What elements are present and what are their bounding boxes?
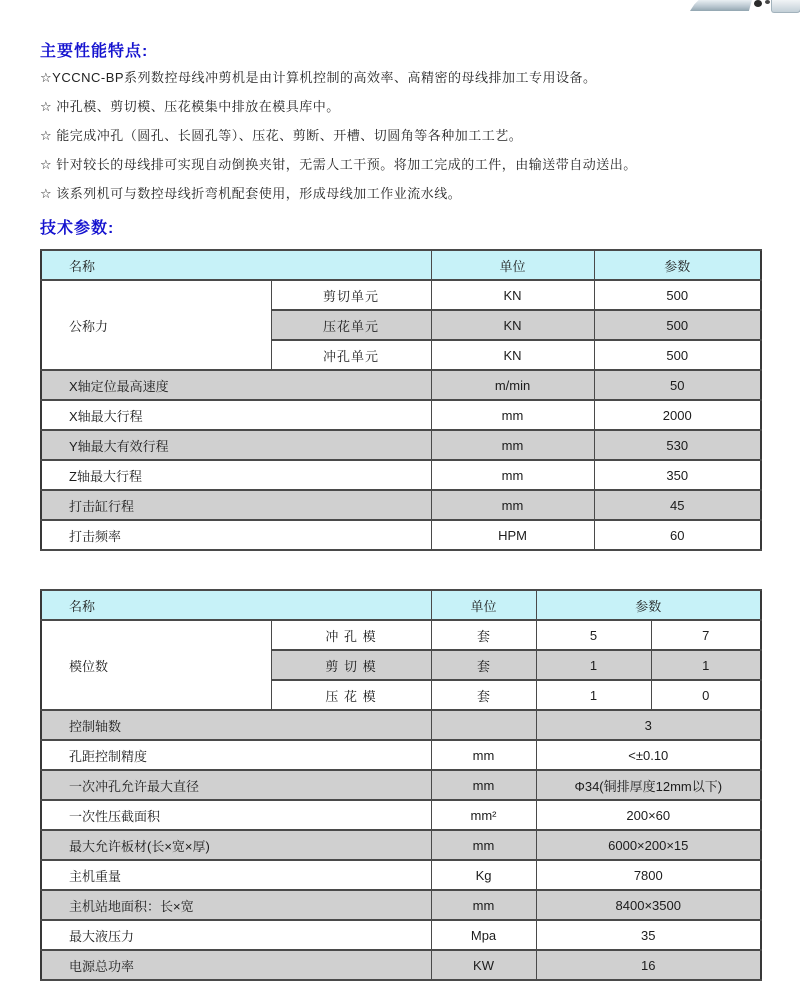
table1-param-cell: 500	[594, 280, 761, 310]
table2-param-cell: 200×60	[536, 800, 761, 830]
table2-param2-cell: 0	[651, 680, 761, 710]
table2-subname-cell: 剪 切 模	[271, 650, 431, 680]
table2-param1-cell: 1	[536, 650, 651, 680]
table1-name-cell: Z轴最大行程	[41, 460, 431, 490]
table2-group-label-cell: 模位数	[41, 620, 271, 710]
table1-name-cell: 打击频率	[41, 520, 431, 550]
table1-unit-cell: mm	[431, 460, 594, 490]
table2-param-cell: 3	[536, 710, 761, 740]
table1-row-y-travel	[41, 430, 761, 460]
table2-unit-cell: KW	[431, 950, 536, 980]
table1-row-strike-frequency	[41, 520, 761, 550]
table1-col-header-unit: 单位	[431, 250, 594, 280]
table2-unit-cell: Kg	[431, 860, 536, 890]
table2-name-cell: 最大液压力	[41, 920, 431, 950]
table1-unit-cell: KN	[431, 310, 594, 340]
table2-param1-cell: 1	[536, 680, 651, 710]
table2-param-cell: 35	[536, 920, 761, 950]
machine-base-shape	[771, 0, 800, 13]
table2-row-max-hydraulic-pressure	[41, 920, 761, 950]
table2-name-cell: 主机站地面积：长×宽	[41, 890, 431, 920]
table1-unit-cell: m/min	[431, 370, 594, 400]
table2-row-floor-area	[41, 890, 761, 920]
tech-params-table-2	[40, 589, 762, 981]
table2-param1-cell: 5	[536, 620, 651, 650]
table1-name-cell: Y轴最大有效行程	[41, 430, 431, 460]
table1-param-cell: 350	[594, 460, 761, 490]
table1-param-cell: 45	[594, 490, 761, 520]
feature-item: ☆YCCNC-BP系列数控母线冲剪机是由计算机控制的高效率、高精密的母线排加工专用设备。	[40, 70, 597, 85]
table2-row-machine-weight	[41, 860, 761, 890]
table2-subname-cell: 压 花 模	[271, 680, 431, 710]
table1-col-header-param: 参数	[594, 250, 761, 280]
table1-subname-cell: 压花单元	[271, 310, 431, 340]
table2-col-header-param: 参数	[536, 590, 761, 620]
table1-param-cell: 500	[594, 310, 761, 340]
table1-header-row	[41, 250, 761, 280]
table2-unit-cell: mm	[431, 890, 536, 920]
table1-name-cell: 打击缸行程	[41, 490, 431, 520]
table1-subname-cell: 剪切单元	[271, 280, 431, 310]
feature-item: ☆ 针对较长的母线排可实现自动倒换夹钳，无需人工干预。将加工完成的工件，由输送带自动送出。	[40, 157, 637, 172]
table2-subname-cell: 冲 孔 模	[271, 620, 431, 650]
table2-param2-cell: 1	[651, 650, 761, 680]
table1-group-label-cell: 公称力	[41, 280, 271, 370]
table2-param2-cell: 7	[651, 620, 761, 650]
table2-unit-cell: 套	[431, 620, 536, 650]
table1-row-z-travel	[41, 460, 761, 490]
table2-row-press-section-area	[41, 800, 761, 830]
table1-unit-cell: mm	[431, 490, 594, 520]
table2-unit-cell: mm²	[431, 800, 536, 830]
table1-param-cell: 2000	[594, 400, 761, 430]
tech-params-table-1	[40, 249, 762, 551]
table2-row-total-power	[41, 950, 761, 980]
table1-param-cell: 500	[594, 340, 761, 370]
table2-unit-cell: 套	[431, 680, 536, 710]
table2-row-control-axes	[41, 710, 761, 740]
table2-unit-cell: mm	[431, 770, 536, 800]
feature-list	[40, 70, 760, 201]
features-heading: 主要性能特点:	[40, 43, 149, 60]
table2-param-cell: <±0.10	[536, 740, 761, 770]
table1-param-cell: 50	[594, 370, 761, 400]
table1-unit-cell: mm	[431, 400, 594, 430]
table2-name-cell: 一次冲孔允许最大直径	[41, 770, 431, 800]
table2-param-cell: 8400×3500	[536, 890, 761, 920]
table1-name-cell: X轴最大行程	[41, 400, 431, 430]
table1-unit-cell: HPM	[431, 520, 594, 550]
table1-row-nominal-force-shear	[41, 280, 761, 310]
machine-part-shape	[690, 0, 752, 11]
table1-row-strike-stroke	[41, 490, 761, 520]
table2-row-hole-accuracy	[41, 740, 761, 770]
table2-unit-cell	[431, 710, 536, 740]
table2-unit-cell: 套	[431, 650, 536, 680]
machine-knob-shape-small	[765, 0, 770, 4]
table2-row-max-plate-size	[41, 830, 761, 860]
table2-col-header-name: 名称	[41, 590, 431, 620]
table2-name-cell: 孔距控制精度	[41, 740, 431, 770]
feature-item: ☆ 能完成冲孔（圆孔、长圆孔等）、压花、剪断、开槽、切圆角等各种加工工艺。	[40, 128, 523, 143]
table2-name-cell: 最大允许板材(长×宽×厚)	[41, 830, 431, 860]
table1-param-cell: 530	[594, 430, 761, 460]
table1-unit-cell: mm	[431, 430, 594, 460]
table1-name-cell: X轴定位最高速度	[41, 370, 431, 400]
table2-unit-cell: mm	[431, 830, 536, 860]
table1-row-x-travel	[41, 400, 761, 430]
table2-unit-cell: mm	[431, 740, 536, 770]
table2-param-cell: 7800	[536, 860, 761, 890]
feature-item: ☆ 冲孔模、剪切模、压花模集中排放在模具库中。	[40, 99, 340, 114]
table2-unit-cell: Mpa	[431, 920, 536, 950]
machine-knob-shape	[754, 0, 762, 7]
table2-header-row	[41, 590, 761, 620]
machine-photo-fragment	[680, 0, 800, 16]
table2-param-cell: 16	[536, 950, 761, 980]
table2-name-cell: 电源总功率	[41, 950, 431, 980]
tech-params-heading: 技术参数:	[40, 220, 115, 237]
table2-name-cell: 主机重量	[41, 860, 431, 890]
table2-name-cell: 一次性压截面积	[41, 800, 431, 830]
table2-param-cell: Φ34(铜排厚度12mm以下)	[536, 770, 761, 800]
table1-param-cell: 60	[594, 520, 761, 550]
feature-item: ☆ 该系列机可与数控母线折弯机配套使用，形成母线加工作业流水线。	[40, 186, 462, 201]
table2-name-cell: 控制轴数	[41, 710, 431, 740]
table2-row-max-punch-diameter	[41, 770, 761, 800]
table1-unit-cell: KN	[431, 340, 594, 370]
table2-param-cell: 6000×200×15	[536, 830, 761, 860]
table2-col-header-unit: 单位	[431, 590, 536, 620]
table1-row-x-speed	[41, 370, 761, 400]
table1-unit-cell: KN	[431, 280, 594, 310]
table1-col-header-name: 名称	[41, 250, 431, 280]
table1-subname-cell: 冲孔单元	[271, 340, 431, 370]
table2-row-die-punch	[41, 620, 761, 650]
